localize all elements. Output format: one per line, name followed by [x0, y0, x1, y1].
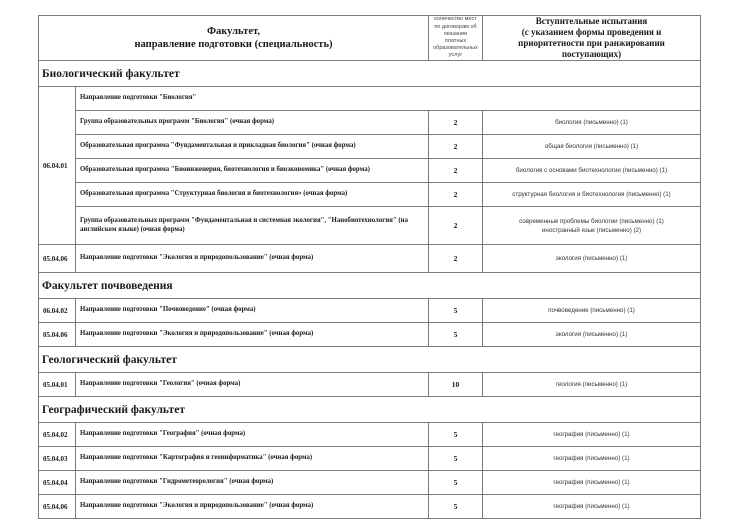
program-name: Направление подготовки "Экология и природопользование" (очная форма) [76, 323, 429, 347]
entrance-exam: география (письменно) (1) [483, 471, 701, 495]
entrance-exam: география (письменно) (1) [483, 447, 701, 471]
header-exams-line1: Вступительные испытания [535, 16, 648, 26]
header-count: количество мест по договорам об оказании платных образовательных услуг [429, 16, 483, 61]
program-name: Направление подготовки "Почвоведение" (очная форма) [76, 299, 429, 323]
program-code: 06.04.02 [39, 299, 76, 323]
direction-title: Направление подготовки "Биология" [76, 87, 701, 111]
seat-count: 2 [429, 135, 483, 159]
table-row [39, 245, 701, 273]
seat-count: 5 [429, 447, 483, 471]
program-code: 05.04.06 [39, 323, 76, 347]
seat-count: 2 [429, 207, 483, 245]
seat-count: 2 [429, 183, 483, 207]
table-header-row [39, 16, 701, 61]
table-row [39, 471, 701, 495]
admission-table [38, 15, 701, 519]
entrance-exam: экология (письменно) (1) [483, 323, 701, 347]
header-faculty-line1: Факультет, [206, 26, 260, 37]
faculty-row [39, 347, 701, 373]
table-row [39, 159, 701, 183]
program-code: 05.04.06 [39, 245, 76, 273]
table-row [39, 447, 701, 471]
entrance-exam: почвоведение (письменно) (1) [483, 299, 701, 323]
faculty-row [39, 273, 701, 299]
header-faculty [39, 16, 429, 61]
seat-count: 10 [429, 373, 483, 397]
program-name: Образовательная программа "Структурная биология и биотехнология» (очная форма) [76, 183, 429, 207]
seat-count: 2 [429, 245, 483, 273]
entrance-exam: структурная биология и биотехнология (письменно) (1) [483, 183, 701, 207]
table-row [39, 111, 701, 135]
header-exams-line4: поступающих) [561, 49, 622, 59]
entrance-exam: география (письменно) (1) [483, 423, 701, 447]
program-name: Направление подготовки "Геология" (очная форма) [76, 373, 429, 397]
table-row [39, 135, 701, 159]
entrance-exam: география (письменно) (1) [483, 495, 701, 519]
table-row [39, 87, 701, 111]
program-name: Образовательная программа "Биоинженерия, биотехнология и биоэкономика" (очная форма) [76, 159, 429, 183]
program-name: Направление подготовки "Экология и природопользование" (очная форма) [76, 245, 429, 273]
entrance-exam: иностранный язык (письменно) (2) [541, 226, 642, 234]
table-row [39, 373, 701, 397]
faculty-name: Географический факультет [39, 397, 701, 423]
seat-count: 2 [429, 159, 483, 183]
table-row [39, 299, 701, 323]
seat-count: 5 [429, 423, 483, 447]
seat-count: 5 [429, 471, 483, 495]
program-name: Направление подготовки "География" (очная форма) [76, 423, 429, 447]
entrance-exam: общая биология (письменно) (1) [483, 135, 701, 159]
seat-count: 5 [429, 495, 483, 519]
program-code: 06.04.01 [39, 87, 76, 245]
entrance-exams [483, 207, 701, 245]
header-exams [483, 16, 701, 61]
seat-count: 2 [429, 111, 483, 135]
entrance-exam: современные проблемы биологии (письменно) (1) [519, 217, 664, 225]
faculty-name: Геологический факультет [39, 347, 701, 373]
faculty-name: Факультет почвоведения [39, 273, 701, 299]
program-name: Направление подготовки "Картография и геоинформатика" (очная форма) [76, 447, 429, 471]
entrance-exam: биология (письменно) (1) [483, 111, 701, 135]
entrance-exam: биология с основами биотехнологии (письменно) (1) [483, 159, 701, 183]
seat-count: 5 [429, 323, 483, 347]
header-exams-line3: приоритетности при ранжировании [518, 38, 665, 48]
program-code: 05.04.02 [39, 423, 76, 447]
seat-count: 5 [429, 299, 483, 323]
program-name: Образовательная программа "Фундаментальная и прикладная биология" (очная форма) [76, 135, 429, 159]
program-code: 05.04.03 [39, 447, 76, 471]
program-name: Группа образовательных программ "Биология" (очная форма) [76, 111, 429, 135]
entrance-exam: геология (письменно) (1) [483, 373, 701, 397]
table-row [39, 183, 701, 207]
program-name: Направление подготовки "Экология и природопользование" (очная форма) [76, 495, 429, 519]
table-row [39, 323, 701, 347]
faculty-name: Биологический факультет [39, 61, 701, 87]
program-name: Направление подготовки "Гидрометеорология" (очная форма) [76, 471, 429, 495]
program-name: Группа образовательных программ "Фундаментальная и системная экология", "Нанобиотехнология" (на английском языке) (очная форма) [76, 207, 429, 245]
table-row [39, 423, 701, 447]
faculty-row [39, 397, 701, 423]
program-code: 05.04.04 [39, 471, 76, 495]
table-row [39, 495, 701, 519]
table-row [39, 207, 701, 245]
header-exams-line2: (с указанием формы проведения и [521, 27, 662, 37]
program-code: 05.04.06 [39, 495, 76, 519]
header-faculty-line2: направление подготовки (специальность) [134, 39, 333, 50]
program-code: 05.04.01 [39, 373, 76, 397]
entrance-exam: экология (письменно) (1) [483, 245, 701, 273]
faculty-row [39, 61, 701, 87]
